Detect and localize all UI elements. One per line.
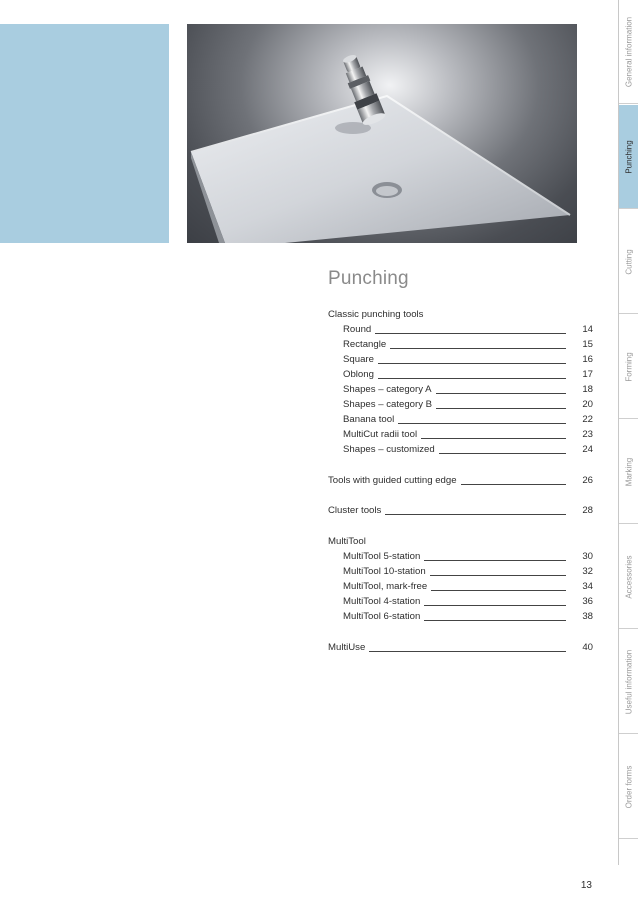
toc-entry-label: Round [343,324,372,335]
toc-page-number: 20 [582,399,593,410]
toc-leader-line [369,651,566,652]
page-title: Punching [328,268,409,289]
toc-leader-line [378,363,566,364]
toc-entry[interactable] [328,610,593,624]
toc-leader-line [398,423,566,424]
toc-entry-label: Square [343,354,374,365]
toc-page-number: 30 [582,551,593,562]
toc-page-number: 26 [582,475,593,486]
tab-useful-information[interactable] [619,630,638,734]
toc-entry-label: MultiTool 6-station [343,611,421,622]
toc-page-number: 14 [582,324,593,335]
toc-entry[interactable] [328,565,593,579]
toc-entry[interactable] [328,413,593,427]
toc-entry[interactable] [328,443,593,457]
tab-label: General information [624,16,634,88]
toc-leader-line [461,484,566,485]
tab-order-forms[interactable] [619,735,638,839]
toc-entry-label: MultiTool 4-station [343,596,421,607]
toc-entry-label: Shapes – category A [343,384,432,395]
toc-page-number: 38 [582,611,593,622]
toc-page-number: 40 [582,642,593,653]
toc-leader-line [390,348,566,349]
toc-leader-line [424,620,566,621]
toc-page-number: 18 [582,384,593,395]
tab-label: Accessories [624,555,634,599]
tab-label: Punching [624,140,634,174]
toc-page-number: 24 [582,444,593,455]
toc-leader-line [436,393,566,394]
tab-label: Cutting [624,249,634,275]
tab-accessories[interactable] [619,525,638,629]
tab-label: Useful information [624,649,634,715]
toc-entry-label: Shapes – customized [343,444,435,455]
tab-general-information[interactable] [619,0,638,104]
toc-entry[interactable] [328,580,593,594]
decorative-blue-block [0,24,169,243]
tab-label: Marking [624,457,634,487]
page-number: 13 [580,880,592,891]
toc-entry[interactable] [328,338,593,352]
punching-tool-photo [187,24,577,243]
toc-entry[interactable] [328,641,593,655]
toc-entry[interactable] [328,595,593,609]
toc-page-number: 17 [582,369,593,380]
toc-group-heading: MultiTool [328,536,366,547]
toc-entry-label: Rectangle [343,339,387,350]
toc-page-number: 28 [582,505,593,516]
toc-leader-line [430,575,566,576]
tab-cutting[interactable] [619,210,638,314]
toc-entry[interactable] [328,504,593,518]
toc-entry-label: Shapes – category B [343,399,433,410]
section-tabs [618,0,638,865]
toc-page-number: 34 [582,581,593,592]
toc-entry[interactable] [328,550,593,564]
toc-entry-label: Banana tool [343,414,395,425]
toc-leader-line [421,438,566,439]
toc-entry[interactable] [328,323,593,337]
toc-group-heading: Classic punching tools [328,309,424,320]
toc-entry-label: Cluster tools [328,505,382,516]
toc-entry-label: MultiTool 5-station [343,551,421,562]
toc-entry[interactable] [328,474,593,488]
toc-entry-label: Oblong [343,369,374,380]
toc-page-number: 15 [582,339,593,350]
toc-entry-label: Tools with guided cutting edge [328,475,457,486]
toc-page-number: 36 [582,596,593,607]
tab-label: Order forms [624,765,634,809]
tab-forming[interactable] [619,315,638,419]
toc-leader-line [439,453,566,454]
toc-entry[interactable] [328,383,593,397]
toc-page-number: 22 [582,414,593,425]
tab-marking[interactable] [619,420,638,524]
toc-leader-line [424,560,566,561]
toc-entry-label: MultiTool 10-station [343,566,426,577]
toc-leader-line [375,333,566,334]
tab-label: Forming [624,352,634,382]
toc-leader-line [424,605,566,606]
toc-entry-label: MultiCut radii tool [343,429,418,440]
toc-entry-label: MultiTool, mark-free [343,581,428,592]
toc-entry[interactable] [328,368,593,382]
toc-leader-line [431,590,566,591]
toc-entry[interactable] [328,428,593,442]
toc-page-number: 16 [582,354,593,365]
toc-entry[interactable] [328,353,593,367]
toc-page-number: 23 [582,429,593,440]
toc-entry[interactable] [328,398,593,412]
toc-leader-line [378,378,566,379]
tab-punching[interactable] [619,105,638,209]
punch-and-sheet-illustration [187,24,577,243]
toc-entry-label: MultiUse [328,642,366,653]
toc-leader-line [385,514,566,515]
toc-page-number: 32 [582,566,593,577]
toc-leader-line [436,408,566,409]
